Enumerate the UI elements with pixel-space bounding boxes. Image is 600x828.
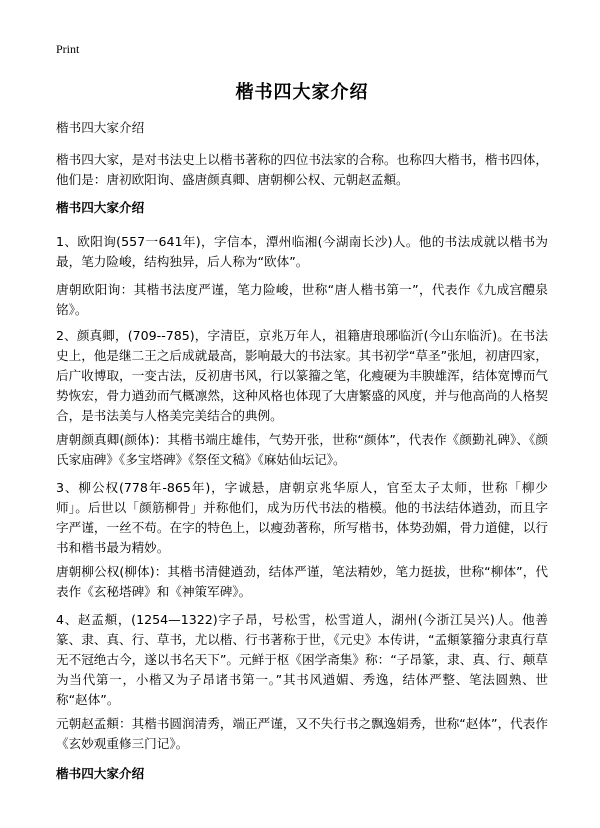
paragraph-zhao-mengfu-summary: 元朝赵孟頫：其楷书圆润清秀，端正严谨，又不失行书之飘逸娟秀，世称“赵体”，代表作《玄妙观重修三门记》。	[56, 716, 548, 751]
print-link[interactable]: Print	[56, 42, 80, 56]
paragraph-liu-gongquan: 3、柳公权(778年-865年)，字诚悬，唐朝京兆华原人，官至太子太师，世称「柳少师」。后世以「颜筋柳骨」并称他们，成为历代书法的楷模。他的书法结体遒劲，而且字字严谨，一丝不苟。在字的特色上，以瘦劲著称，所写楷书，体势劲媚，骨力道健，以行书和楷书最为精妙。	[56, 480, 548, 555]
paragraph-yan-zhenqing-summary: 唐朝颜真卿(颜体)：其楷书端庄雄伟，气势开张，世称“颜体”，代表作《颜勤礼碑》、《颜氏家庙碑》《多宝塔碑》《祭侄文稿》《麻姑仙坛记》。	[56, 432, 548, 467]
paragraph-liu-gongquan-summary: 唐朝柳公权(柳体)：其楷书清健遒劲，结体严谨，笔法精妙，笔力挺拔，世称“柳体”，代表作《玄秘塔碑》和《神策军碑》。	[56, 564, 548, 599]
intro-paragraph: 楷书四大家，是对书法史上以楷书著称的四位书法家的合称。也称四大楷书，楷书四体，他们是：唐初欧阳询、盛唐颜真卿、唐朝柳公权、元朝赵孟頫。	[56, 152, 548, 187]
page-title: 楷书四大家介绍	[235, 82, 369, 103]
paragraph-ouyang-xun: 1、欧阳询(557一641年)，字信本，潭州临湘(今湖南长沙)人。他的书法成就以楷书为最，笔力险峻，结构独异，后人称为“欧体”。	[56, 234, 548, 269]
paragraph-zhao-mengfu: 4、赵孟頫，(1254—1322)字子昂，号松雪，松雪道人，湖州(今浙江吴兴)人。他善篆、隶、真、行、草书，尤以楷、行书著称于世，《元史》本传讲，“孟頫篆籀分隶真行草无不冠绝古今，遂以书名天下”。元鲜于枢《困学斋集》称：“子昂篆，隶、真、行、颠草为当代第一，小楷又为子昂诸书第一。”其书风遒媚、秀逸，结体严整、笔法圆熟、世称“赵体”。	[56, 612, 548, 707]
paragraph-yan-zhenqing: 2、颜真卿，(709--785)，字清臣，京兆万年人，祖籍唐琅琊临沂(今山东临沂)。在书法史上，他是继二王之后成就最高，影响最大的书法家。其书初学“草圣”张旭，初唐四家，后广收博取，一变古法，反初唐书风，行以篆籀之笔，化瘦硬为丰腴雄浑，结体宽博而气势恢宏，骨力遒劲而气概凛然，这种风格也体现了大唐繁盛的风度，并与他高尚的人格契合，是书法美与人格美完美结合的典例。	[56, 328, 548, 423]
paragraph-ouyang-xun-summary: 唐朝欧阳询：其楷书法度严谨，笔力险峻，世称“唐人楷书第一”，代表作《九成宫醴泉铭》。	[56, 282, 548, 317]
intro-label: 楷书四大家介绍	[56, 120, 145, 135]
footer-heading: 楷书四大家介绍	[56, 766, 145, 781]
section-heading: 楷书四大家介绍	[56, 200, 145, 215]
